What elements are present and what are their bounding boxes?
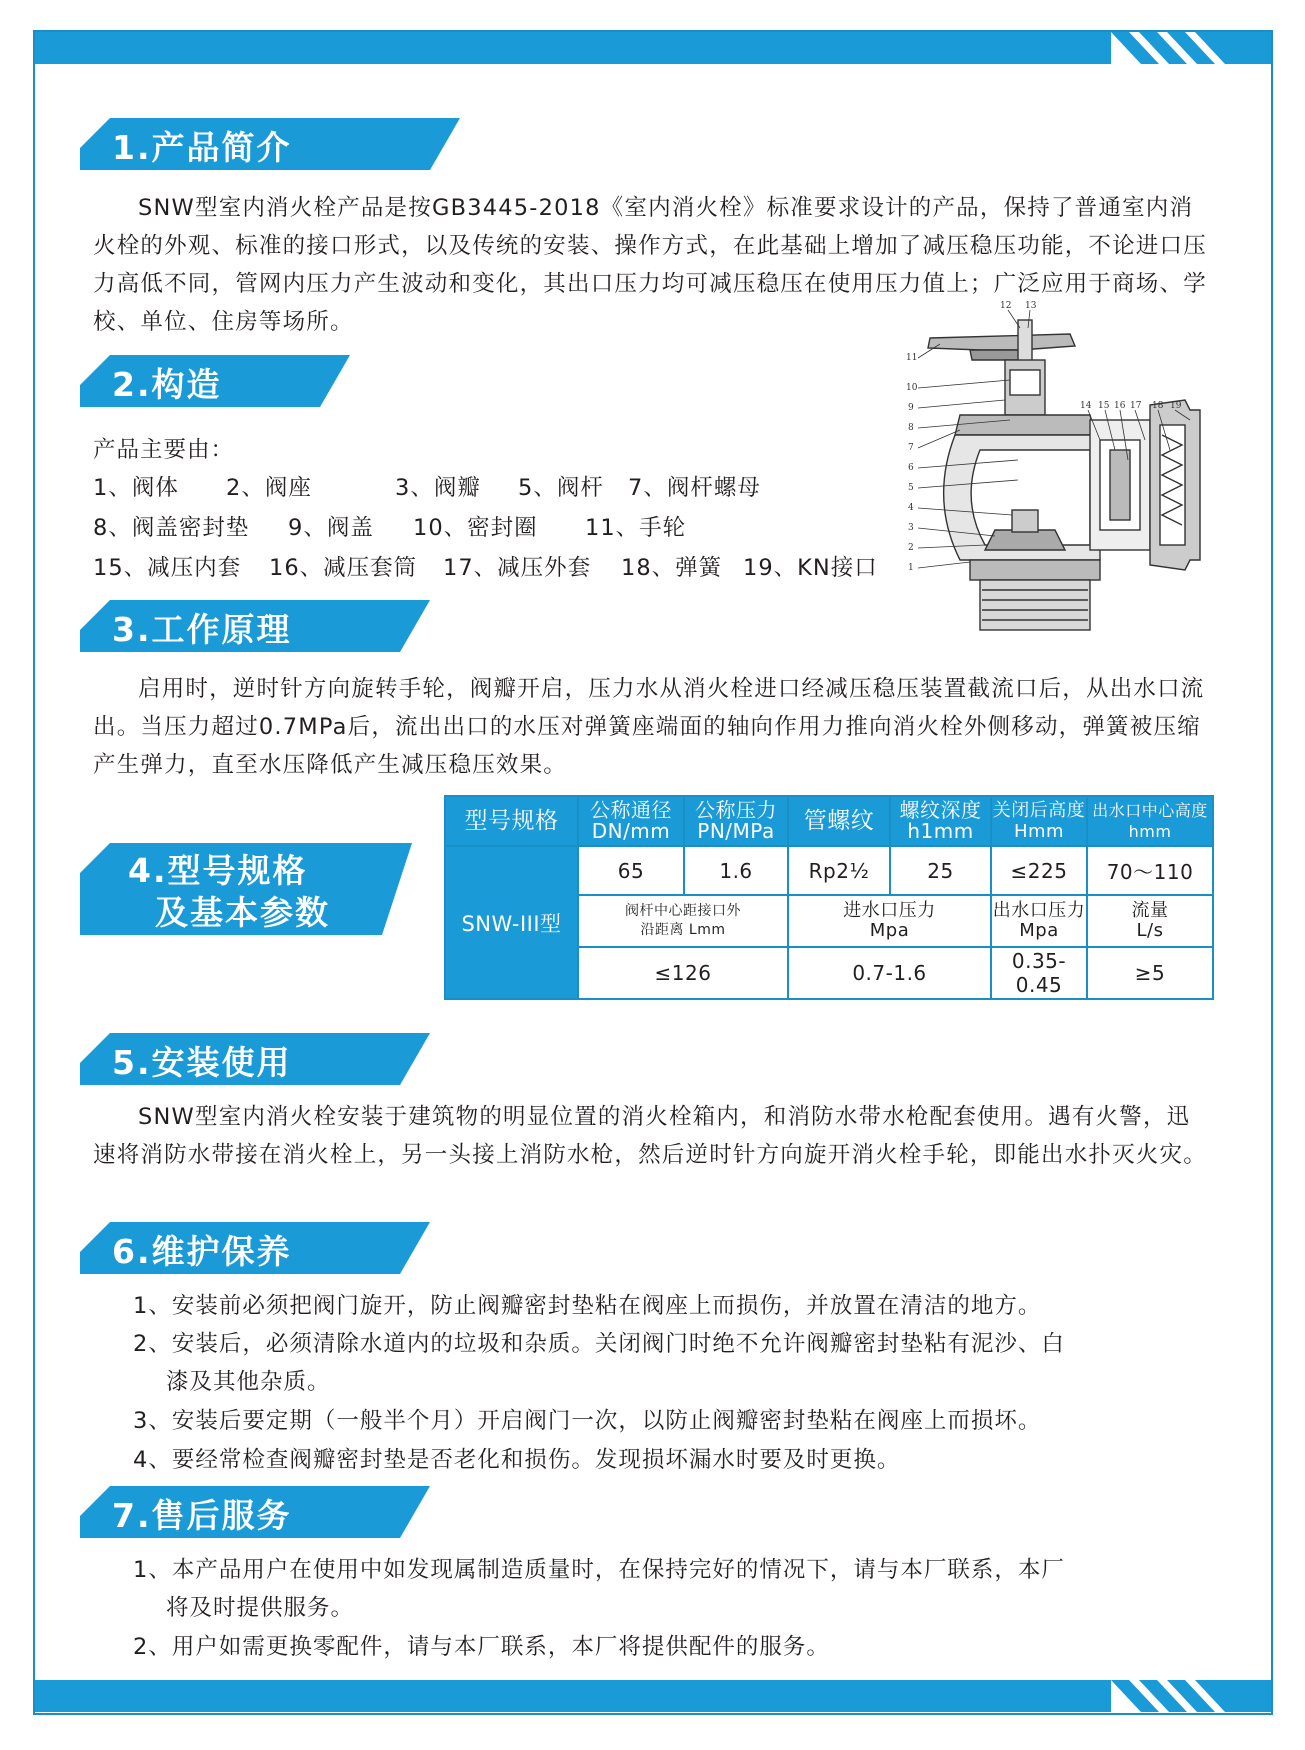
section-heading-install <box>80 1033 430 1085</box>
table-header-cell: 公称压力 PN/MPa <box>684 796 788 846</box>
section-title: 4.型号规格 <box>128 851 308 890</box>
diagram-label: 6 <box>908 463 914 473</box>
part-item: 7、阀杆螺母 <box>628 475 761 501</box>
section-title: 及基本参数 <box>155 893 330 932</box>
part-item: 17、减压外套 <box>443 555 592 581</box>
stripe-decoration <box>1111 1680 1271 1712</box>
principle-text: 启用时，逆时针方向旋转手轮，阀瓣开启，压力水从消火栓进口经减压稳压装置截流口后，从出水口流出。当压力超过0.7MPa后，流出出口的水压对弹簧座端面的轴向作用力推向消火栓外侧移动，弹簧被压缩产生弹力，直至水压降低产生减压稳压效果。 <box>93 676 1205 778</box>
part-item: 16、减压套筒 <box>269 555 418 581</box>
principle-paragraph <box>93 670 1213 784</box>
service-item-continued: 将及时提供服务。 <box>166 1595 355 1621</box>
section-heading-specs <box>80 843 412 935</box>
diagram-label: 2 <box>908 543 914 553</box>
table-header-cell: 螺纹深度 h1mm <box>890 796 991 846</box>
part-item: 5、阀杆 <box>518 475 604 501</box>
diagram-label: 12 <box>1000 301 1012 311</box>
part-item: 15、减压内套 <box>93 555 242 581</box>
table-cell: 0.7-1.6 <box>788 947 991 999</box>
diagram-label: 7 <box>908 443 914 453</box>
top-band <box>35 32 1271 64</box>
section-title: 7.售后服务 <box>112 1496 292 1535</box>
section-heading-structure <box>80 355 350 407</box>
service-item: 2、用户如需更换零配件，请与本厂联系，本厂将提供配件的服务。 <box>133 1634 830 1660</box>
diagram-label: 16 <box>1114 401 1126 411</box>
part-item: 8、阀盖密封垫 <box>93 515 250 541</box>
table-header-row <box>445 796 1213 846</box>
diagram-label: 11 <box>906 353 918 363</box>
table-row <box>445 846 1213 895</box>
table-cell: 0.35-0.45 <box>991 947 1087 999</box>
part-item: 19、KN接口 <box>743 555 878 581</box>
part-item: 9、阀盖 <box>288 515 374 541</box>
part-item: 2、阀座 <box>226 475 312 501</box>
table-header-cell: 出水口中心高度 hmm <box>1087 796 1213 846</box>
table-cell: ≥5 <box>1087 947 1213 999</box>
intro-text: SNW型室内消火栓产品是按GB3445-2018《室内消火栓》标准要求设计的产品，保持了普通室内消火栓的外观、标准的接口形式，以及传统的安装、操作方式，在此基础上增加了减压稳压功能，不论进口压力高低不同，管网内压力产生波动和变化，其出口压力均可减压稳压在使用压力值上；广泛应用于商场、学校、单位、住房等场所。 <box>93 195 1207 335</box>
section-heading-service <box>80 1486 430 1538</box>
section-title: 3.工作原理 <box>112 610 292 649</box>
table-header-cell: 型号规格 <box>445 796 578 846</box>
structure-lead: 产品主要由： <box>93 437 235 463</box>
section-title: 6.维护保养 <box>112 1232 292 1271</box>
part-item: 18、弹簧 <box>621 555 723 581</box>
table-cell: 25 <box>890 846 991 895</box>
part-item: 3、阀瓣 <box>395 475 481 501</box>
stripe-decoration <box>1111 32 1271 64</box>
table-cell: 70～110 <box>1087 846 1213 895</box>
install-paragraph <box>93 1098 1213 1174</box>
table-subheader-cell: 进水口压力 Mpa <box>788 895 991 947</box>
diagram-label: 1 <box>908 563 914 573</box>
section-heading-principle <box>80 600 430 652</box>
diagram-label: 17 <box>1130 401 1142 411</box>
section-heading-intro <box>80 118 460 170</box>
table-cell: 65 <box>578 846 684 895</box>
table-subheader-cell: 流量 L/s <box>1087 895 1213 947</box>
table-header-cell: 管螺纹 <box>788 796 890 846</box>
part-item: 10、密封圈 <box>413 515 538 541</box>
maintenance-item: 1、安装前必须把阀门旋开，防止阀瓣密封垫粘在阀座上而损伤，并放置在清洁的地方。 <box>133 1293 1042 1319</box>
part-item: 11、手轮 <box>585 515 687 541</box>
diagram-label: 3 <box>908 523 914 533</box>
table-header-cell: 关闭后高度 Hmm <box>991 796 1087 846</box>
section-title: 1.产品简介 <box>112 128 292 167</box>
table-cell: 1.6 <box>684 846 788 895</box>
diagram-label: 4 <box>908 503 914 513</box>
diagram-label: 10 <box>906 383 918 393</box>
diagram-label: 8 <box>908 423 914 433</box>
section-heading-maintenance <box>80 1222 430 1274</box>
diagram-label: 15 <box>1098 401 1110 411</box>
section-title: 2.构造 <box>112 365 222 404</box>
hydrant-cross-section-diagram <box>900 300 1230 650</box>
diagram-label: 18 <box>1152 401 1164 411</box>
maintenance-item: 3、安装后要定期（一般半个月）开启阀门一次，以防止阀瓣密封垫粘在阀座上而损坏。 <box>133 1408 1042 1434</box>
maintenance-item-continued: 漆及其他杂质。 <box>166 1369 331 1395</box>
section-title: 5.安装使用 <box>112 1043 292 1082</box>
maintenance-item: 4、要经常检查阀瓣密封垫是否老化和损伤。发现损坏漏水时要及时更换。 <box>133 1447 901 1473</box>
diagram-label: 14 <box>1080 401 1092 411</box>
install-text: SNW型室内消火栓安装于建筑物的明显位置的消火栓箱内，和消防水带水枪配套使用。遇有火警，迅速将消防水带接在消火栓上，另一头接上消防水枪，然后逆时针方向旋开消火栓手轮，即能出水扑灭火灾。 <box>93 1104 1207 1168</box>
maintenance-item: 2、安装后，必须清除水道内的垃圾和杂质。关闭阀门时绝不允许阀瓣密封垫粘有泥沙、白 <box>133 1331 1065 1357</box>
part-item: 1、阀体 <box>93 475 179 501</box>
diagram-label: 19 <box>1170 401 1182 411</box>
diagram-label: 5 <box>908 483 914 493</box>
diagram-label: 9 <box>908 403 914 413</box>
table-cell: ≤225 <box>991 846 1087 895</box>
table-subheader-cell: 阀杆中心距接口外 沿距离 Lmm <box>578 895 788 947</box>
model-cell: SNW-III型 <box>445 846 578 999</box>
table-header-cell: 公称通径 DN/mm <box>578 796 684 846</box>
bottom-band <box>35 1680 1271 1712</box>
table-cell: ≤126 <box>578 947 788 999</box>
table-subheader-cell: 出水口压力 Mpa <box>991 895 1087 947</box>
table-cell: Rp2½ <box>788 846 890 895</box>
diagram-label: 13 <box>1025 301 1037 311</box>
service-item: 1、本产品用户在使用中如发现属制造质量时，在保持完好的情况下，请与本厂联系，本厂 <box>133 1557 1065 1583</box>
spec-table <box>444 795 1214 1000</box>
